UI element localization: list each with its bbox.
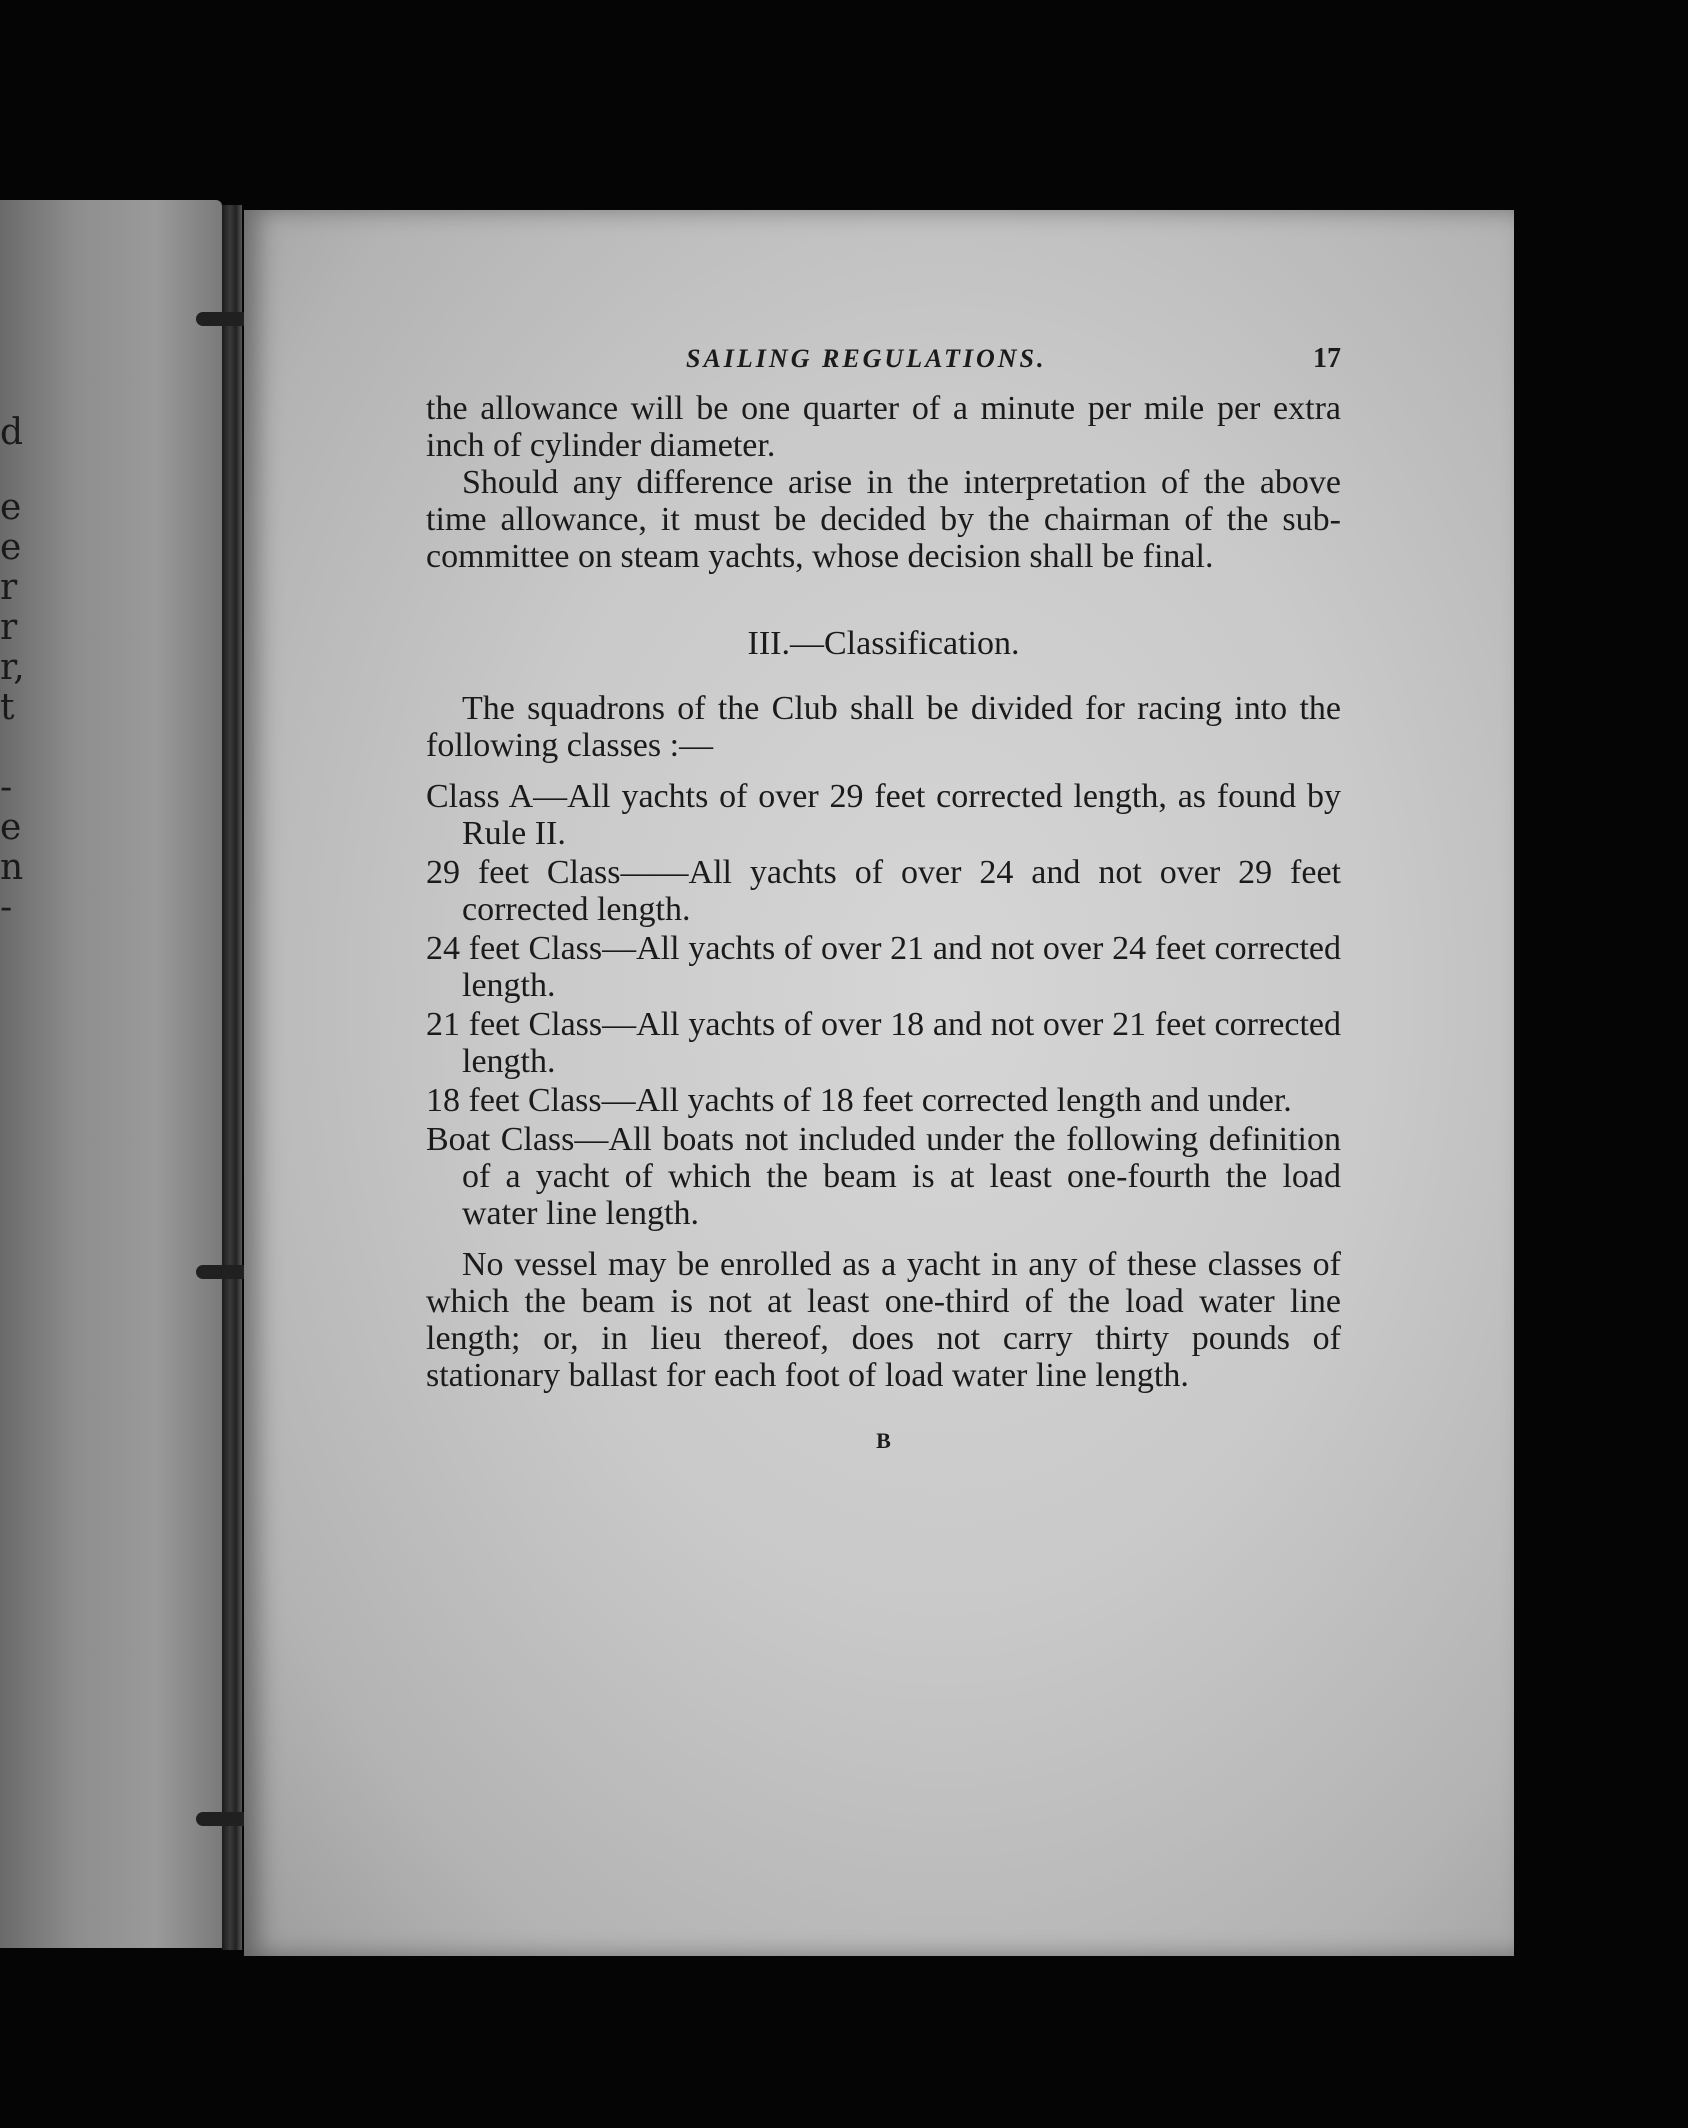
- facing-page-fragment: r: [0, 567, 18, 608]
- book-page: [244, 210, 1514, 1956]
- facing-page-fragment: e: [0, 527, 22, 568]
- facing-page-fragment: e: [0, 807, 22, 848]
- class-entry: Boat Class—All boats not included under the following definition of a yacht of which the beam is at least one-fourth the load water line length.: [426, 1121, 1341, 1232]
- facing-page-fragment: n: [0, 847, 24, 888]
- signature-mark: B: [876, 1428, 891, 1453]
- paragraph: No vessel may be enrolled as a yacht in any of these classes of which the beam is not at least one-third of the load water line length; or, in lieu thereof, does not carry thirty pounds of stationary ballast for each foot of load water line length.: [426, 1246, 1341, 1394]
- class-entry: 29 feet Class——All yachts of over 24 and not over 29 feet corrected length.: [426, 854, 1341, 928]
- class-list: [426, 778, 1341, 1232]
- facing-page-fragment: r,: [0, 647, 25, 688]
- running-title: SAILING REGULATIONS.: [686, 344, 1047, 373]
- facing-page-fragment: -: [0, 887, 13, 928]
- facing-page-fragment: d: [0, 412, 24, 453]
- running-head: [426, 340, 1341, 384]
- class-entry: 18 feet Class—All yachts of 18 feet corrected length and under.: [426, 1082, 1292, 1119]
- facing-page: [0, 200, 222, 1948]
- paragraph: Should any difference arise in the interpretation of the above time allowance, it must be decided by the chairman of the sub-committee on steam yachts, whose decision shall be final.: [426, 464, 1341, 575]
- facing-page-fragment: t: [0, 687, 15, 728]
- class-entry: 24 feet Class—All yachts of over 21 and not over 24 feet corrected length.: [426, 930, 1341, 1004]
- class-entry: 21 feet Class—All yachts of over 18 and not over 21 feet corrected length.: [426, 1006, 1341, 1080]
- facing-page-fragment: r: [0, 607, 18, 648]
- page-text: [426, 340, 1341, 1459]
- section-heading: III.—Classification.: [747, 625, 1020, 662]
- paragraph: the allowance will be one quarter of a minute per mile per extra inch of cylinder diameter.: [426, 390, 1341, 464]
- paragraph: The squadrons of the Club shall be divided for racing into the following classes :—: [426, 690, 1341, 764]
- facing-page-fragment: e: [0, 487, 22, 528]
- book-spine: [222, 205, 242, 1950]
- class-entry: Class A—All yachts of over 29 feet corrected length, as found by Rule II.: [426, 778, 1341, 852]
- facing-page-fragment: -: [0, 767, 13, 808]
- page-number: 17: [1313, 343, 1341, 374]
